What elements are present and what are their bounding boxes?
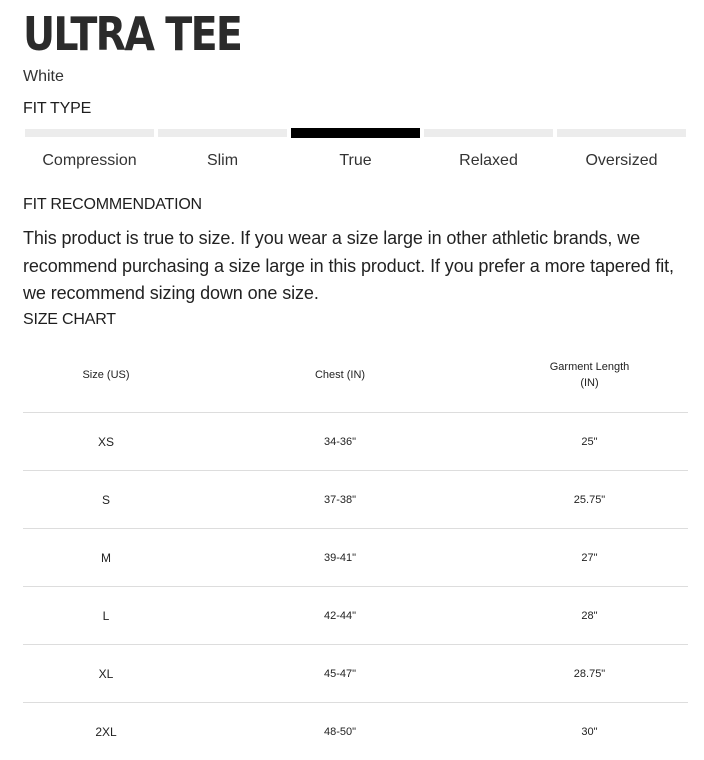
table-row <box>23 413 688 471</box>
size-cell: XS <box>23 413 189 471</box>
fit-option-relaxed: Relaxed <box>424 150 553 172</box>
chest-cell: 39-41" <box>189 529 491 587</box>
table-row <box>23 587 688 645</box>
fit-recommendation-label: FIT RECOMMENDATION <box>23 195 202 215</box>
fit-option-oversized: Oversized <box>557 150 686 172</box>
fit-option-compression: Compression <box>25 150 154 172</box>
fit-type-names <box>25 150 688 172</box>
fit-option-true: True <box>291 150 420 172</box>
size-chart-label: SIZE CHART <box>23 310 116 330</box>
fit-segment-slim <box>158 128 287 138</box>
size-chart-table <box>23 338 688 760</box>
fit-segment-compression <box>25 128 154 138</box>
fit-segment-relaxed <box>424 128 553 138</box>
size-chart-header-row <box>23 338 688 413</box>
length-cell: 30" <box>491 703 688 760</box>
length-cell: 28.75" <box>491 645 688 703</box>
size-cell: M <box>23 529 189 587</box>
size-cell: L <box>23 587 189 645</box>
length-cell: 25.75" <box>491 471 688 529</box>
chest-cell: 34-36" <box>189 413 491 471</box>
length-cell: 27" <box>491 529 688 587</box>
table-row <box>23 645 688 703</box>
table-row <box>23 529 688 587</box>
chest-cell: 48-50" <box>189 703 491 760</box>
fit-type-label: FIT TYPE <box>23 99 91 119</box>
chest-cell: 37-38" <box>189 471 491 529</box>
fit-segment-oversized <box>557 128 686 138</box>
size-cell: XL <box>23 645 189 703</box>
table-row <box>23 471 688 529</box>
size-cell: S <box>23 471 189 529</box>
table-row <box>23 703 688 760</box>
product-color: White <box>23 67 64 87</box>
fit-segment-true <box>291 128 420 138</box>
size-cell: 2XL <box>23 703 189 760</box>
fit-recommendation-text: This product is true to size. If you wear a size large in other athletic brands, we recommend purchasing a size large in this product. If you prefer a more tapered fit, we recommend sizing down one size. <box>23 225 688 308</box>
length-cell: 28" <box>491 587 688 645</box>
length-cell: 25" <box>491 413 688 471</box>
fit-type-scale <box>25 128 688 138</box>
chest-cell: 45-47" <box>189 645 491 703</box>
header-garment-length <box>491 338 688 413</box>
product-title: ULTRA TEE <box>23 6 241 62</box>
header-size: Size (US) <box>23 338 189 413</box>
fit-option-slim: Slim <box>158 150 287 172</box>
header-garment-length-label: Garment Length (IN) <box>550 359 630 391</box>
header-chest: Chest (IN) <box>189 338 491 413</box>
chest-cell: 42-44" <box>189 587 491 645</box>
